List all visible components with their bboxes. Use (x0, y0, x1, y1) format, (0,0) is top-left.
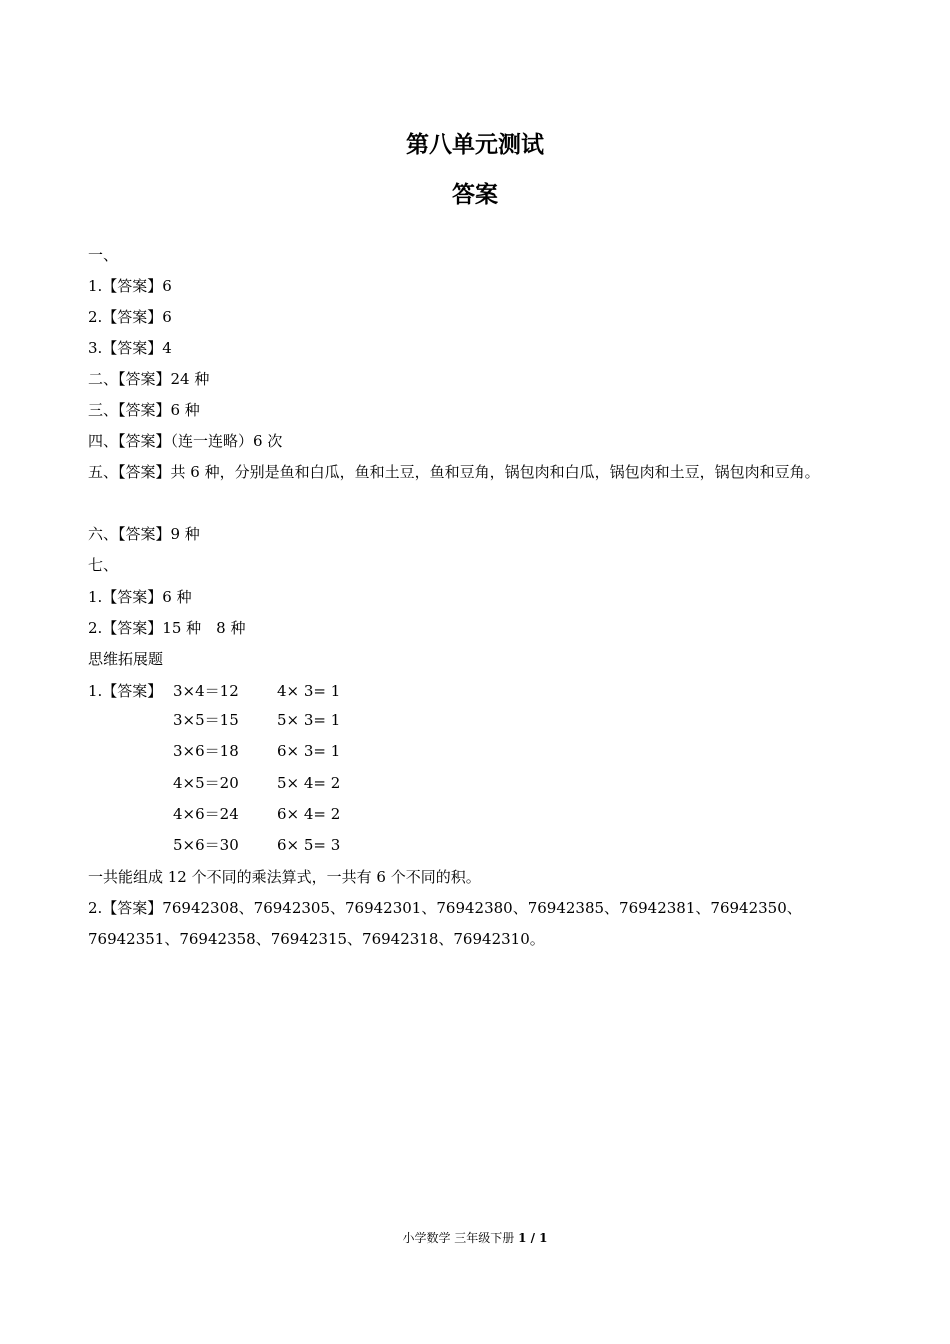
equation: 6× 5= 3 (277, 836, 341, 854)
equation: 3×4＝12 (173, 682, 239, 700)
answer-line: 1.【答案】6 (88, 277, 172, 295)
section-4-answer: 四、【答案】（连一连略）6 次 (88, 432, 283, 450)
page-footer (0, 1230, 950, 1246)
answer-line: 3.【答案】4 (88, 339, 172, 357)
extension-heading: 思维拓展题 (88, 650, 164, 668)
answer-line: 2.【答案】6 (88, 308, 172, 326)
equation: 5× 4= 2 (277, 774, 341, 792)
section-1-heading: 一、 (88, 246, 119, 264)
equation: 4×5＝20 (173, 774, 239, 792)
section-7-heading: 七、 (88, 556, 119, 574)
equation: 5×6＝30 (173, 836, 239, 854)
section-6-answer: 六、【答案】9 种 (88, 525, 200, 543)
page-number: 1 / 1 (518, 1231, 548, 1245)
equation: 6× 4= 2 (277, 805, 341, 823)
extension-2-answer: 2.【答案】76942308、76942305、76942301、76942380、76942385、76942381、76942350、76942351、76942358、76942315、76942318、76942310。 (88, 899, 802, 948)
document-subtitle: 答案 (452, 182, 498, 208)
equation: 3×5＝15 (173, 711, 239, 729)
answer-line: 2.【答案】15 种 8 种 (88, 619, 246, 637)
equation: 3×6＝18 (173, 742, 239, 760)
footer-subject: 小学数学 三年级下册 (402, 1231, 519, 1245)
equation: 4× 3= 1 (277, 682, 341, 700)
equation: 4×6＝24 (173, 805, 239, 823)
section-2-answer: 二、【答案】24 种 (88, 370, 210, 388)
equation: 5× 3= 1 (277, 711, 341, 729)
answer-line: 1.【答案】6 种 (88, 588, 192, 606)
extension-1-label: 1.【答案】 (88, 682, 163, 700)
section-5-answer: 五、【答案】共 6 种，分别是鱼和白瓜，鱼和土豆，鱼和豆角，锅包肉和白瓜，锅包肉和土豆，锅包肉和豆角。 (88, 463, 820, 481)
summary-line: 一共能组成 12 个不同的乘法算式，一共有 6 个不同的积。 (88, 868, 481, 886)
equation: 6× 3= 1 (277, 742, 341, 760)
document-title: 第八单元测试 (406, 132, 544, 158)
section-3-answer: 三、【答案】6 种 (88, 401, 200, 419)
